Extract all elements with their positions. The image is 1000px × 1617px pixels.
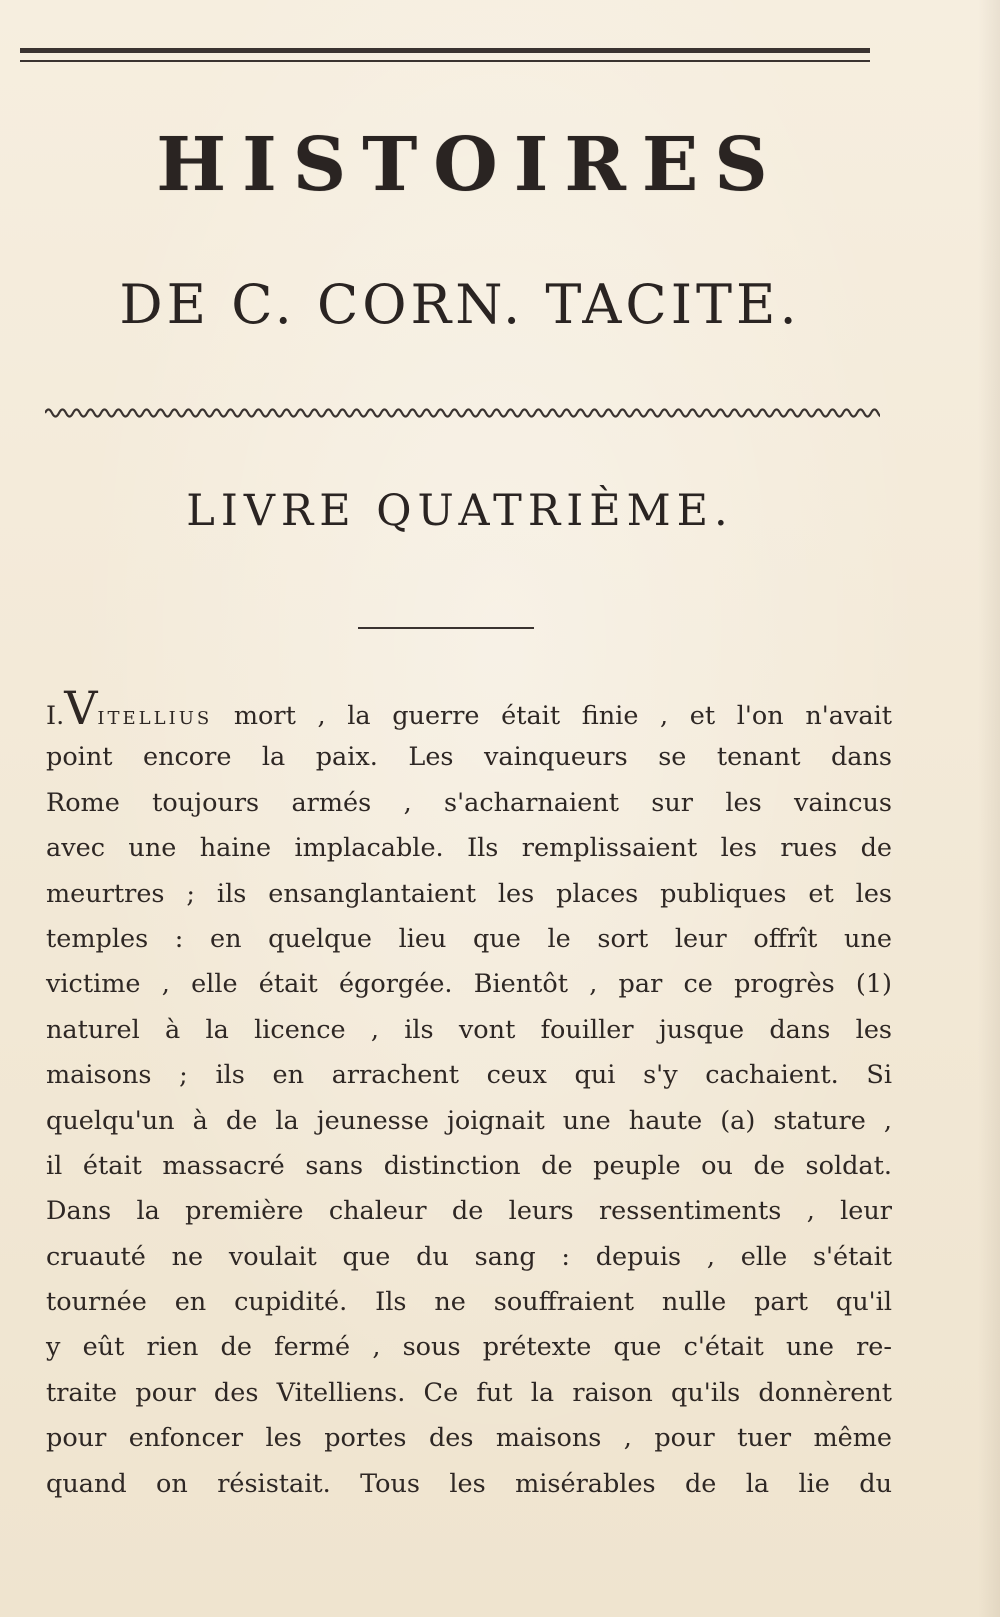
- text-line: y eût rien de fermé , sous prétexte que c'était une re-: [46, 1332, 892, 1363]
- text-line: maisons ; ils en arrachent ceux qui s'y cachaient. Si: [46, 1060, 892, 1091]
- text-line: victime , elle était égorgée. Bientôt , par ce progrès (1): [46, 969, 892, 1000]
- main-title: HISTOIRES: [156, 122, 784, 208]
- text-line-content: mort , la guerre était finie , et l'on n'avait: [212, 701, 892, 731]
- body-text: [46, 681, 892, 1507]
- text-line: cruauté ne voulait que du sang : depuis , elle s'était: [46, 1241, 892, 1272]
- text-line: il était massacré sans distinction de peuple ou de soldat.: [46, 1150, 892, 1181]
- text-line: Rome toujours armés , s'acharnaient sur les vaincus: [46, 787, 892, 818]
- name-smallcaps: itellius: [97, 701, 213, 731]
- chapter-number: I.: [46, 701, 65, 731]
- text-line: traite pour des Vitelliens. Ce fut la raison qu'ils donnèrent: [46, 1377, 892, 1408]
- text-line: naturel à la licence , ils vont fouiller jusque dans les: [46, 1014, 892, 1045]
- page-edge-shadow: [978, 0, 1000, 1617]
- ornamental-divider: [45, 405, 880, 421]
- book-title: LIVRE QUATRIÈME.: [186, 486, 734, 536]
- text-line: point encore la paix. Les vainqueurs se tenant dans: [46, 742, 892, 773]
- section-rule: [358, 627, 534, 629]
- text-line: quelqu'un à de la jeunesse joignait une haute (a) stature ,: [46, 1105, 892, 1136]
- text-line: Dans la première chaleur de leurs ressentiments , leur: [46, 1196, 892, 1227]
- text-line: meurtres ; ils ensanglantaient les places publiques et les: [46, 878, 892, 909]
- top-rule-thick: [20, 48, 870, 53]
- text-line: temples : en quelque lieu que le sort leur offrît une: [46, 923, 892, 954]
- author-subtitle: DE C. CORN. TACITE.: [119, 273, 801, 336]
- text-line: tournée en cupidité. Ils ne souffraient nulle part qu'il: [46, 1287, 892, 1318]
- text-line: quand on résistait. Tous les misérables de la lie du: [46, 1468, 892, 1499]
- text-line: pour enfoncer les portes des maisons , pour tuer même: [46, 1423, 892, 1454]
- text-line: avec une haine implacable. Ils remplissaient les rues de: [46, 833, 892, 864]
- text-line: [46, 681, 892, 735]
- top-rule-thin: [20, 60, 870, 62]
- drop-cap: V: [64, 681, 98, 735]
